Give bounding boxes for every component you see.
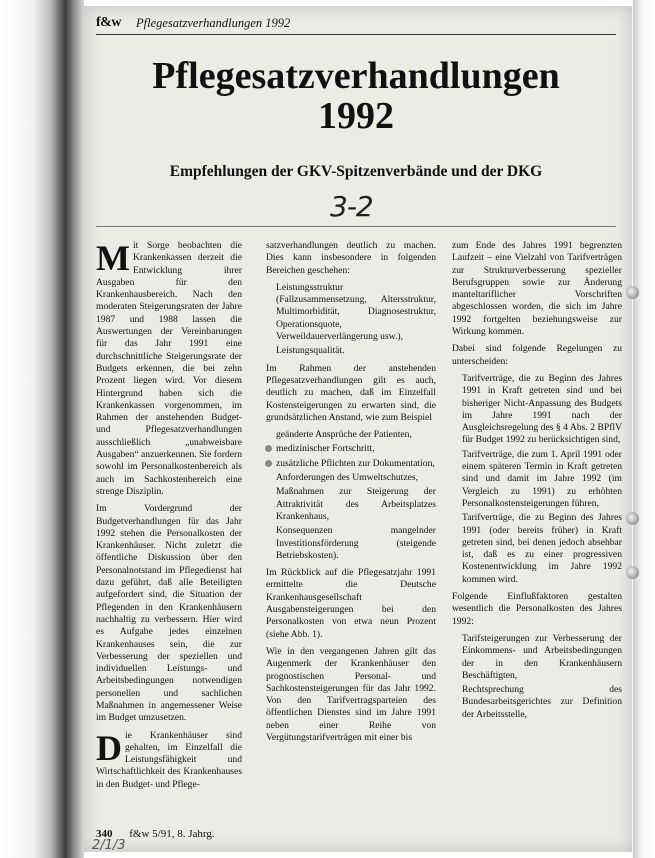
- list-item: zusätzliche Pflichten zur Dokumentation,: [266, 458, 436, 470]
- title-line-1: Pflegesatzverhandlungen: [152, 55, 560, 97]
- list-item: Tarifsteigerungen zur Verbesserung der Einkommens- und Arbeitsbedingungen der in den Krankenhäusern Beschäftigten,: [462, 632, 622, 681]
- list-item: Rechtsprechung des Bundesarbeitsgerichtes zur Definition der Arbeitsstelle,: [462, 684, 622, 720]
- article-subtitle: Empfehlungen der GKV-Spitzenverbände und der DKG: [169, 163, 543, 180]
- list-item: medizinischer Fortschritt,: [266, 443, 436, 455]
- paragraph: Im Vordergrund der Budgetverhandlungen für das Jahr 1992 stehen die Personalkosten der Krankenhäuser. Nicht zuletzt die öffentliche Diskussion über den Personalnotstand im Pflegedienst hat dazu geführt, daß alle Beteiligten aufgefordert sind, die Situation der Pflegenden in den Krankenhäusern nachhaltig zu verbessern. Hier wird es Aufgabe jedes einzelnen Krankenhauses sein, die zur Verbesserung der speziellen und individuellen Leistungs- und Arbeitsbedingungen notwendigen personellen und sachlichen Maßnahmen in angemessener Weise im Budget umzusetzen.: [96, 503, 242, 724]
- list-item: Konsequenzen mangelnder Investitionsförderung (steigende Betriebskosten).: [276, 525, 436, 561]
- paragraph: Im Rückblick auf die Pflegesatzjahr 1991 ermittelte die Deutsche Krankenhausgesellschaft Ausgabensteigerungen bei den Personalkosten von etwa neun Prozent (siehe Abb. 1).: [266, 567, 436, 640]
- paragraph: Die Krankenhäuser sind gehalten, im Einzelfall die Leistungsfähigkeit und Wirtschaftlichkeit des Krankenhauses in den Budget- und Pflege-: [96, 727, 242, 790]
- book-binding: [0, 0, 84, 858]
- binder-hole-icon: [626, 286, 639, 299]
- drop-cap: M: [96, 238, 130, 278]
- running-header: [96, 14, 616, 35]
- list-item: Tarifverträge, die zu Beginn des Jahres 1991 (oder bereits früher) in Kraft getreten sind, bei denen jedoch absehbar ist, daß es zu einer progressiven Kostenentwicklung im Jahre 1992 kommen wird.: [462, 512, 622, 585]
- paragraph: Wie in den vergangenen Jahren gilt das Augenmerk der Krankenhäuser den prognostischen Personal- und Sachkostensteigerungen für das Jahr 1992. Von den Tarifvertragsparteien des öffentlichen Dienstes sind im Jahre 1991 neben einer Reihe von Vergütungstarifverträgen mit einer bis: [266, 645, 436, 743]
- list-item: Tarifverträge, die zum 1. April 1991 oder einem späteren Termin in Kraft getreten sind und damit im Jahre 1992 (im Vergleich zu 1991) zu erhöhten Personalkostensteigerungen führen,: [462, 448, 622, 509]
- paragraph: Mit Sorge beobachten die Krankenkassen derzeit die Entwicklung ihrer Ausgaben für den Krankenhausbereich. Nach den moderaten Steigerungsraten der Jahre 1987 und 1988 lassen die Auswertungen der Vereinbarungen für das Jahr 1991 eine durchschnittliche Steigerungsrate der Budgets erkennen, die bei zehn Prozent liegen wird. Vor diesem Hintergrund haben sich die Krankenkassen vorgenommen, im Rahmen der anstehenden Budget- und Pflegesatzverhandlungen ausschließlich „unabweisbare Ausgaben“ anzuerkennen. Sie fordern sowohl im Personalkostenbereich als auch im Sachkostenbereich eine strenge Disziplin.: [96, 238, 242, 497]
- bullet-list: [452, 373, 622, 586]
- bullet-list: [266, 429, 436, 562]
- list-item: Maßnahmen zur Steigerung der Attraktivität des Arbeitsplatzes Krankenhaus,: [276, 486, 436, 522]
- list-item: Anforderungen des Umweltschutzes,: [276, 472, 418, 484]
- text-column-2: [266, 240, 436, 749]
- pencil-annotation: 2/1/3: [92, 838, 126, 853]
- article-title: [96, 56, 616, 136]
- bullet-dot-icon: [265, 460, 272, 467]
- bullet-list: [452, 633, 622, 721]
- paragraph: satzverhandlungen deutlich zu machen. Dies kann insbesondere in folgenden Bereichen geschehen:: [266, 240, 436, 276]
- page-edge: [633, 0, 655, 858]
- list-item: geänderte Ansprüche der Patienten,: [276, 429, 412, 441]
- paragraph: Im Rahmen der anstehenden Pflegesatzverhandlungen gilt es auch, deutlich zu machen, daß im Einzelfall Kostensteigerungen zu erwarten sind, die grundsätzlichen Anstand, wie zum Beispiel: [266, 362, 436, 423]
- page-number: 340: [96, 828, 113, 840]
- title-line-2: 1992: [318, 95, 394, 137]
- journal-logo: f&w: [96, 15, 121, 30]
- handwritten-note: 3-2: [330, 190, 373, 223]
- list-item: Leistungsstruktur (Fallzusammensetzung, Altersstruktur, Multimorbidität, Diagnosestruktur, Operationsquote, Verweildauerverlängerung usw.),: [276, 281, 436, 343]
- drop-cap: D: [96, 727, 122, 768]
- bullet-list: [266, 282, 436, 358]
- paragraph: Folgende Einflußfaktoren gestalten wesentlich die Personalkosten des Jahres 1992:: [452, 591, 622, 627]
- text-column-3: [452, 240, 622, 726]
- title-rule: [96, 226, 616, 227]
- list-item: Leistungsqualität.: [276, 345, 345, 357]
- footer-source: f&w 5/91, 8. Jahrg.: [129, 828, 215, 840]
- list-item: Tarifverträge, die zu Beginn des Jahres 1991 in Kraft getreten sind und bei bisheriger Nicht-Anpassung des Budgets im Jahre 1991 nach der Ausgleichsregelung des § 4 Abs. 2 BPflV für Budget 1992 zu berücksichtigen sind,: [462, 372, 622, 446]
- paragraph: Dabei sind folgende Regelungen zu unterscheiden:: [452, 343, 622, 367]
- binder-hole-icon: [626, 566, 639, 579]
- running-title: Pflegesatzverhandlungen 1992: [136, 16, 291, 30]
- text-column-1: [96, 240, 242, 796]
- paragraph: zum Ende des Jahres 1991 begrenzten Laufzeit – eine Vielzahl von Tarifverträgen zur Strukturverbesserung spezieller Berufsgruppen sowie zur Änderung manteltariflicher Vorschriften abgeschlossen worden, die sich im Jahre 1992 fortgelten beziehungsweise zur Wirkung kommen.: [452, 240, 622, 338]
- bullet-dot-icon: [265, 445, 272, 452]
- binder-hole-icon: [626, 512, 639, 525]
